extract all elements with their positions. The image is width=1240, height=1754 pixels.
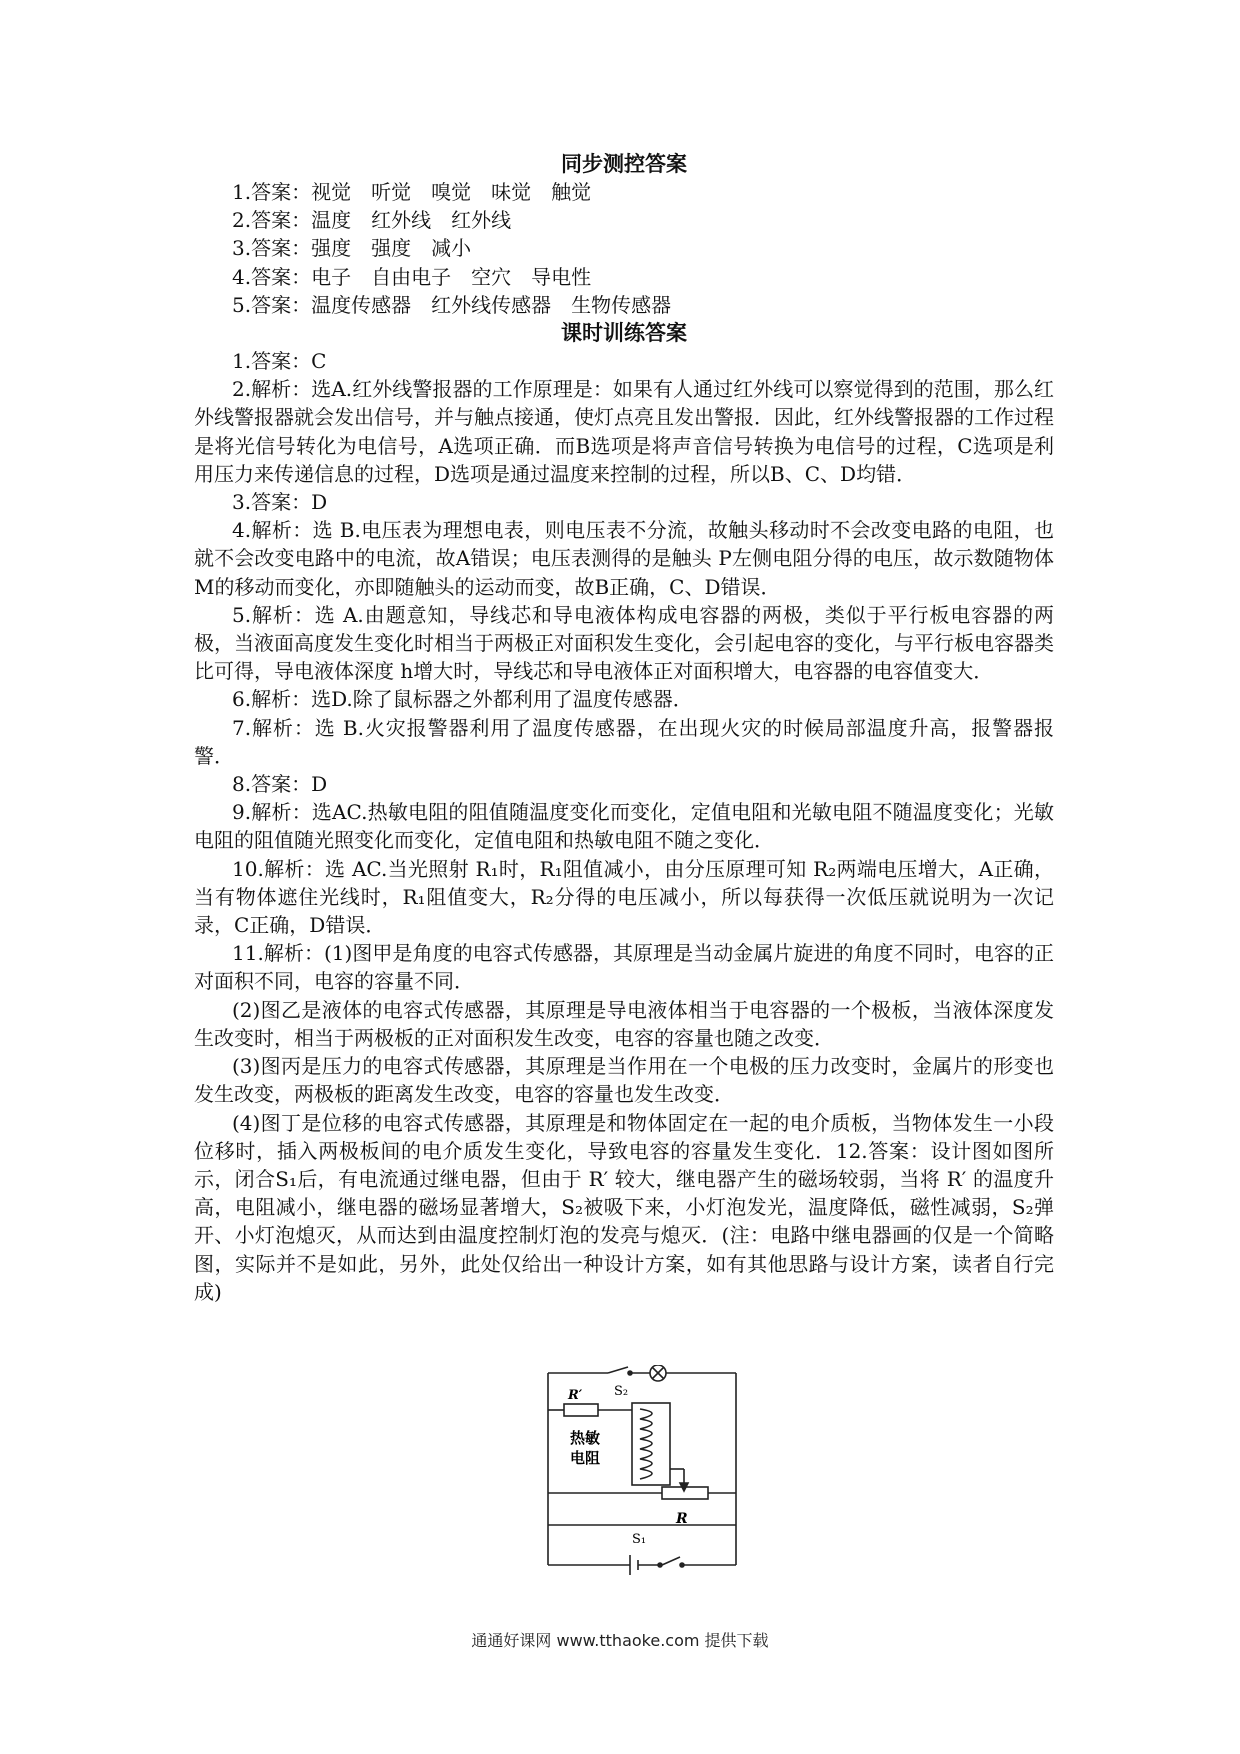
lesson-answer-5: 5.解析：选 A.由题意知，导线芯和导电液体构成电容器的两极，类似于平行板电容器的两极，当液面高度发生变化时相当于两极正对面积发生变化，会引起电容的变化，与平行板电容器类比可得，导电液体深度 h增大时，导线芯和导电液体正对面积增大，电容器的电容值变大． — [194, 602, 1054, 684]
lesson-answer-11-2: (2)图乙是液体的电容式传感器，其原理是导电液体相当于电容器的一个极板，当液体深度发生改变时，相当于两极板的正对面积发生改变，电容的容量也随之改变． — [194, 997, 1054, 1050]
label-thermistor-2: 电阻 — [570, 1449, 601, 1467]
lesson-answer-3: 3.答案：D — [232, 490, 328, 515]
lesson-answer-4: 4.解析：选 B.电压表为理想电表，则电压表不分流，故触头移动时不会改变电路的电阻，也就不会改变电路中的电流，故A错误；电压表测得的是触头 P左侧电阻分得的电压，故示数随物体 M的移动而变化，亦即随触头的运动而变，故B正确，C、D错误． — [194, 518, 1054, 599]
circuit-diagram — [538, 1365, 742, 1595]
label-r-prime: R′ — [568, 1388, 583, 1403]
sync-answer-1: 1.答案：视觉 听觉 嗅觉 味觉 触觉 — [232, 180, 592, 204]
lesson-answer-11-3: (3)图丙是压力的电容式传感器，其原理是当作用在一个电极的压力改变时，金属片的形变也发生改变，两极板的距离发生改变，电容的容量也发生改变． — [194, 1054, 1054, 1107]
label-r: R — [676, 1511, 688, 1527]
section-title-lesson: 课时训练答案 — [561, 320, 687, 346]
lesson-answer-11-4-and-12: (4)图丁是位移的电容式传感器，其原理是和物体固定在一起的电介质板，当物体发生一小段位移时，插入两极板间的电介质发生变化，导致电容的容量发生变化．12.答案：设计图如图所示，闭合S₁后，有电流通过继电器，但由于 R′ 较大，继电器产生的磁场较弱，当将 R′ 的温度升高，电阻减小，继电器的磁场显著增大，S₂被吸下来，小灯泡发光，温度降低，磁性减弱，S₂弹开、小灯泡熄灭，从而达到由温度控制灯泡的发亮与熄灭．(注：电路中继电器画的仅是一个简略图，实际并不是如此，另外，此处仅给出一种设计方案，如有其他思路与设计方案，读者自行完成) — [194, 1110, 1054, 1304]
lesson-answer-6: 6.解析：选D.除了鼠标器之外都利用了温度传感器． — [232, 687, 693, 712]
sync-answer-2: 2.答案：温度 红外线 红外线 — [232, 208, 512, 233]
lesson-answer-9: 9.解析：选AC.热敏电阻的阻值随温度变化而变化，定值电阻和光敏电阻不随温度变化；光敏电阻的阻值随光照变化而变化，定值电阻和热敏电阻不随之变化． — [194, 800, 1054, 853]
sync-answers-list — [194, 178, 1054, 319]
sync-answer-5: 5.答案：温度传感器 红外线传感器 生物传感器 — [232, 292, 672, 317]
lesson-answer-2: 2.解析：选A.红外线警报器的工作原理是：如果有人通过红外线可以察觉得到的范围，那么红外线警报器就会发出信号，并与触点接通，使灯点亮且发出警报．因此，红外线警报器的工作过程是将光信号转化为电信号，A选项正确．而B选项是将声音信号转换为电信号的过程，C选项是利用压力来传递信息的过程，D选项是通过温度来控制的过程，所以B、C、D均错． — [194, 377, 1054, 486]
label-s2: S₂ — [614, 1384, 629, 1399]
lesson-answers-list — [194, 347, 1054, 1306]
lesson-answer-8: 8.答案：D — [232, 772, 328, 797]
lesson-answer-10: 10.解析：选 AC.当光照射 R₁时，R₁阻值减小，由分压原理可知 R₂两端电压增大，A正确，当有物体遮住光线时，R₁阻值变大，R₂分得的电压减小，所以每获得一次低压就说明为一次记录，C正确，D错误． — [194, 856, 1054, 938]
lesson-answer-1: 1.答案：C — [232, 349, 327, 374]
section-title-sync: 同步测控答案 — [561, 151, 687, 176]
lesson-answer-7: 7.解析：选 B.火灾报警器利用了温度传感器，在出现火灾的时候局部温度升高，报警器报警． — [194, 715, 1054, 768]
footer-source: 通通好课网 www.tthaoke.com 提供下载 — [471, 1631, 769, 1650]
label-thermistor-1: 热敏 — [570, 1429, 601, 1447]
lesson-answer-11-1: 11.解析：(1)图甲是角度的电容式传感器，其原理是当动金属片旋进的角度不同时，电容的正对面积不同，电容的容量不同． — [194, 941, 1054, 994]
sync-answer-3: 3.答案：强度 强度 减小 — [232, 236, 472, 261]
label-s1: S₁ — [632, 1532, 647, 1547]
sync-answer-4: 4.答案：电子 自由电子 空穴 导电性 — [232, 264, 592, 289]
answer-document — [194, 150, 1054, 1306]
